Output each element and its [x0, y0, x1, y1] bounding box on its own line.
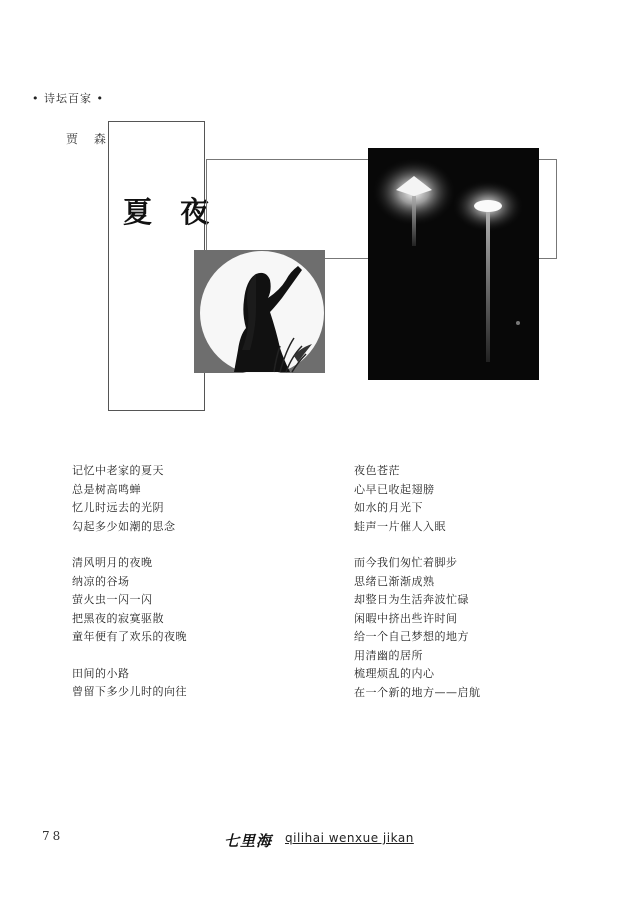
poem-line: 思绪已渐渐成熟: [354, 574, 435, 588]
poem-line: 记忆中老家的夏天: [72, 464, 164, 477]
poem-stanza: [354, 554, 481, 702]
poem-line: 夜色苍茫: [354, 464, 400, 477]
silhouette-photo: [194, 250, 325, 373]
poem-line: 闲暇中挤出些许时间: [354, 611, 458, 625]
poem-stanza: [72, 665, 187, 702]
poem-line: 忆儿时远去的光阴: [72, 501, 164, 514]
poem-left-column: [72, 462, 187, 720]
page-number: 78: [42, 829, 64, 843]
poem-author: 贾 森: [66, 132, 112, 146]
poem-line: 而今我们匆忙着脚步: [354, 556, 458, 569]
poem-line: 却整日为生活奔波忙碌: [354, 593, 469, 606]
magazine-pinyin: qilihai wenxue jikan: [285, 831, 414, 845]
poem-line: 用清幽的居所: [354, 648, 423, 662]
poem-line: 心早已收起翅膀: [354, 482, 435, 496]
poem-line: 童年便有了欢乐的夜晚: [72, 630, 187, 643]
poem-line: 总是树高鸣蝉: [72, 482, 141, 496]
poem-line: 如水的月光下: [354, 501, 423, 514]
poem-right-column: [354, 462, 481, 720]
poem-stanza: [72, 554, 187, 647]
column-tag: • 诗坛百家 •: [32, 92, 104, 105]
poem-line: 给一个自己梦想的地方: [354, 630, 469, 643]
street-lamps-illustration: [368, 148, 539, 380]
poem-line: 把黑夜的寂寞驱散: [72, 611, 164, 625]
poem-stanza: [72, 462, 187, 536]
poem-line: 在一个新的地方——启航: [354, 685, 481, 699]
poem-line: 纳凉的谷场: [72, 574, 130, 588]
street-lamps-photo: [368, 148, 539, 380]
poem-line: 萤火虫一闪一闪: [72, 593, 153, 606]
poem-line: 清风明月的夜晚: [72, 556, 153, 569]
poem-line: 梳理烦乱的内心: [354, 667, 435, 680]
poem-stanza: [354, 462, 481, 536]
poem-line: 田间的小路: [72, 666, 130, 680]
poem-line: 勾起多少如潮的思念: [72, 519, 176, 533]
poem-line: 曾留下多少儿时的向往: [72, 685, 187, 698]
title-frame: [108, 121, 205, 411]
woman-silhouette-illustration: [194, 250, 325, 373]
poem-line: 蛙声一片催人入眠: [354, 519, 446, 533]
magazine-logo: 七里海: [224, 832, 273, 850]
poem-title: 夏 夜: [123, 195, 219, 229]
